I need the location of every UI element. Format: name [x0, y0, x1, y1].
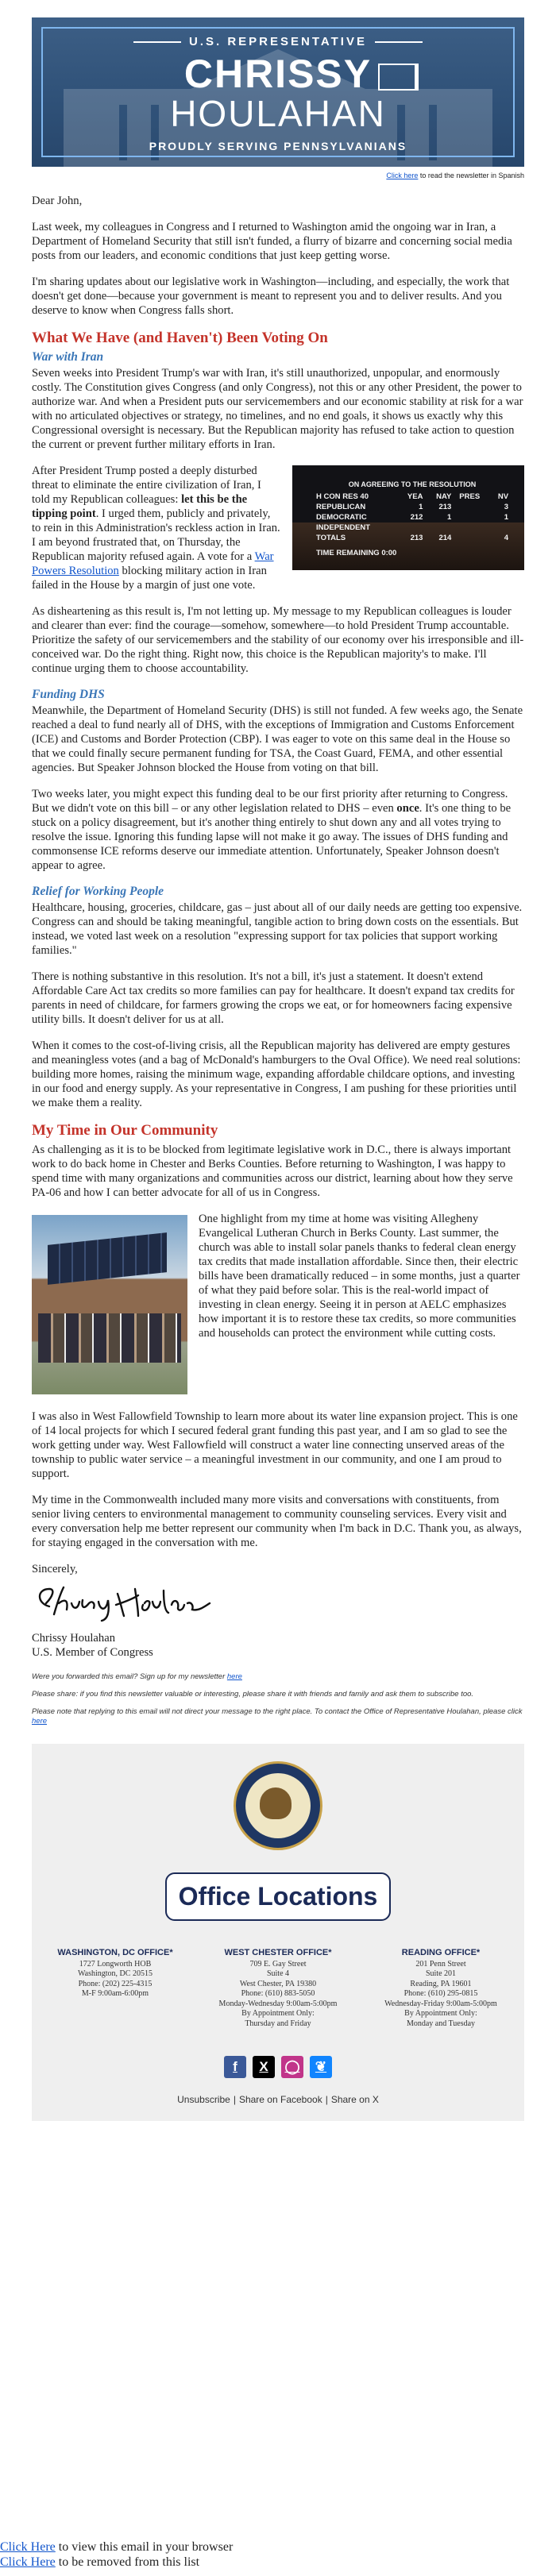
- office-washington: WASHINGTON, DC OFFICE* 1727 Longworth HOB Washington, DC 20515 Phone: (202) 225-4315 M-F 9:00am-6:00pm: [40, 1948, 191, 2029]
- eagle-icon: [260, 1787, 292, 1819]
- solar-panels-image: [48, 1232, 167, 1285]
- vote-board-row: [316, 512, 508, 523]
- vote-board-row: [316, 523, 508, 533]
- vote-board-col-nv: NV: [497, 492, 509, 501]
- vote-board: [316, 480, 508, 558]
- war-powers-resolution-link[interactable]: War Powers Resolution: [32, 550, 274, 577]
- vote-board-pres: [451, 502, 480, 512]
- remove-from-list-link[interactable]: Click Here: [0, 2555, 56, 2569]
- iran-p2-bold: let this be the tipping point: [32, 493, 248, 520]
- community-paragraph-4: My time in the Commonwealth included many more visits and conversations with constituents, from senior living centers to environmental management to community counseling services. Every visit and every conversation help me better represent our community when I'm back in D.C. Thank you, as always, for staying engaged in the conversation with me.: [32, 1494, 522, 1549]
- share-note: Please share: if you find this newsletter valuable or interesting, please share it with friends and family and ask them to subscribe too.: [32, 1690, 474, 1699]
- relief-paragraph-2: There is nothing substantive in this resolution. It's not a bill, it's just a statement. It doesn't extend Affordable Care Act tax credits so more families can pay for healthcare. It doesn't expand tax credits for parents in need of childcare, for farmers growing the crops we eat, or for homeowners facing expensive utility bills. It doesn't deliver for us at all.: [32, 970, 515, 1026]
- office-reading: READING OFFICE* 201 Penn Street Suite 201 Reading, PA 19601 Phone: (610) 295-0815 Wednesday-Friday 9:00am-5:00pm By Appointment Only: Monday and Tuesday: [365, 1948, 516, 2029]
- dhs-p2-text-b: . It's one thing to be stuck on a policy disagreement, but it's another thing entirely to shut down any and all votes trying to resolve the issue. Ignoring this funding lapse will not make it go away. The issues of DHS funding and commonsense ICE reforms deserve our immediate attention. Unfortunately, Speaker Johnson doesn't appear to agree.: [32, 802, 512, 872]
- vote-board-nv: 4: [504, 534, 509, 542]
- instagram-icon[interactable]: ◯: [281, 2056, 303, 2078]
- dhs-p2-text-a: Two weeks later, you might expect this funding deal to be our first priority after returning to Congress. But we didn't vote on this bill – or any other legislation related to DHS – even: [32, 788, 508, 815]
- share-facebook-link[interactable]: Share on Facebook: [238, 2094, 322, 2105]
- vote-board-title: ON AGREEING TO THE RESOLUTION: [348, 480, 477, 488]
- vote-board-nay: 213: [438, 503, 452, 511]
- vote-board-pres: [451, 523, 480, 533]
- vote-board-party: DEMOCRATIC: [316, 513, 367, 522]
- intro-paragraph-1: Last week, my colleagues in Congress and I returned to Washington amid the ongoing war in Iran, a Department of Homeland Security that still isn't funded, a flurry of bizarre and concerning social media posts from our leaders, and economic conditions that just keep getting worse.: [32, 221, 512, 262]
- office-west-chester: WEST CHESTER OFFICE* 709 E. Gay Street Suite 4 West Chester, PA 19380 Phone: (610) 883-5050 Monday-Wednesday 9:00am-5:00pm By Appointment Only: Thursday and Friday: [203, 1948, 353, 2029]
- vote-board-yea: 213: [410, 534, 423, 542]
- vote-board-col-yea: YEA: [407, 492, 423, 501]
- share-x-link[interactable]: Share on X: [330, 2094, 379, 2105]
- vote-board-nv: 1: [504, 513, 509, 522]
- church-solar-visit-photo: [32, 1215, 187, 1394]
- header-office-title: U.S. REPRESENTATIVE: [32, 35, 524, 48]
- bluesky-icon[interactable]: ❦: [310, 2056, 332, 2078]
- iran-paragraph-3: As disheartening as this result is, I'm not letting up. My message to my Republican colleagues is louder and clearer than ever: find the courage—somehow, somewhere—to hold President Trump accountable. Prioritize the safety of our servicemembers and the stability of our economy over his irresponsible and ill-conceived war. Do the right thing. Right now, this choice is the Republican majority's to make. I'll continue urging them to choose accountability.: [32, 605, 524, 675]
- relief-subsection-title: Relief for Working People: [32, 885, 164, 898]
- vote-board-nv: [480, 523, 508, 533]
- relief-paragraph-3: When it comes to the cost-of-living crisis, all the Republican majority has delivered are empty gestures and meaningless votes (and a bag of McDonald's hamburgers to the Oval Office). We need real solutions: building more homes, raising the minimum wage, expanding affordable childcare options, and investing in our food and energy supply. As your representative in Congress, I am pushing for these priorities until we make them a reality.: [32, 1039, 521, 1109]
- voting-section-title: What We Have (and Haven't) Been Voting On: [32, 330, 328, 346]
- community-paragraph-1: As challenging as it is to be blocked from legitimate legislative work in D.C., there is always important work to do back home in Chester and Berks Counties. Before returning to Washington, I was happy to spend time with many organizations and communities across our district, learning about how they serve PA-06 and how I can better advocate for all of us in Congress.: [32, 1143, 513, 1199]
- closing-sincerely: Sincerely,: [32, 1563, 78, 1575]
- vote-board-pres: [451, 533, 480, 543]
- facebook-icon[interactable]: f: [224, 2056, 246, 2078]
- vote-board-time-remaining: TIME REMAINING 0:00: [316, 549, 397, 557]
- x-icon[interactable]: X: [253, 2056, 275, 2078]
- iran-paragraph-1: Seven weeks into President Trump's war with Iran, it's still unauthorized, unpopular, and enormously costly. The Constitution gives Congress (and only Congress), not this or any other President, the power to authorize war. And when a President puts our servicemembers and our economic stability at risk for a war with no articulated objectives or strategy, no timelines, and no end goals, it shows us exactly why this Congressional oversight is necessary. But the Republican majority has refused to take action to question the current or prevent further military efforts in Iran.: [32, 367, 523, 451]
- greeting: Dear John,: [32, 195, 83, 207]
- vote-board-header-row: [316, 492, 508, 502]
- signer-name: Chrissy Houlahan: [32, 1632, 115, 1645]
- social-links: [32, 2056, 524, 2078]
- vote-board-yea: 212: [410, 513, 423, 522]
- vote-board-nv: 3: [504, 503, 509, 511]
- reply-note: Please note that replying to this email will not direct your message to the right place. To contact the Office of Representative Houlahan, please click here: [32, 1707, 523, 1726]
- newsletter-signup-link[interactable]: here: [226, 1672, 242, 1681]
- group-photo-people: [38, 1313, 181, 1363]
- signer-role: U.S. Member of Congress: [32, 1646, 153, 1659]
- dhs-paragraph-2: [32, 787, 524, 873]
- iran-p2-text-a: After President Trump posted a deeply disturbed threat to eliminate the entire civilization of Iran, I told my Republican colleagues:: [32, 465, 261, 506]
- house-vote-board-image: [292, 465, 524, 570]
- contact-office-link[interactable]: here: [32, 1717, 48, 1726]
- vote-board-yea: [395, 523, 423, 533]
- vote-board-party: REPUBLICAN: [316, 503, 366, 511]
- vote-board-row: [316, 533, 508, 543]
- dhs-p2-bold: once: [396, 802, 419, 815]
- header-last-name: HOULAHAN: [170, 93, 386, 134]
- vote-board-measure: H CON RES 40: [316, 492, 369, 501]
- vote-board-pres: [451, 512, 480, 523]
- pennsylvania-outline-icon: [378, 64, 419, 91]
- view-in-browser-link[interactable]: Click Here: [0, 2540, 56, 2554]
- office-locations-banner: Office Locations: [165, 1872, 391, 1921]
- vote-board-nay: 214: [438, 534, 452, 542]
- vote-board-nay: 1: [447, 513, 452, 522]
- forwarded-email-note: Were you forwarded this email? Sign up for my newsletter here: [32, 1672, 242, 1681]
- signature-block: [32, 1631, 524, 1660]
- office-name: WEST CHESTER OFFICE*: [224, 1948, 332, 1957]
- vote-board-col-pres: PRES: [459, 492, 481, 501]
- community-section-title: My Time in Our Community: [32, 1122, 218, 1139]
- office-name: READING OFFICE*: [401, 1948, 481, 1957]
- newsletter-container: [32, 17, 524, 2121]
- iran-p2-text-c: blocking military action in Iran failed in the House by a margin of just one vote.: [32, 565, 267, 592]
- spanish-version-link[interactable]: Click here: [386, 172, 419, 179]
- community-paragraph-3: I was also in West Fallowfield Township to learn more about its water line expansion project. This is one of 14 local projects for which I secured federal grant funding this past year, and I am so glad to see the work getting under way. West Fallowfield will construct a water line connecting unserved areas of the township to public water service – a meaningful investment in our community, and one I am proud to support.: [32, 1410, 518, 1480]
- iran-p2-text-b: . I urged them, publicly and privately, to rein in this Administration's reckless action in Iran. I am beyond frustrated that, on Thursday, the Republican majority refused again. A vote for a: [32, 507, 280, 563]
- iran-subsection-title: War with Iran: [32, 350, 104, 364]
- intro-paragraph-2: I'm sharing updates about our legislative work in Washington—including, and especially, the work that doesn't get done—because your government is meant to represent you and to deliver results. And you deserve to know when Congress falls short.: [32, 276, 510, 317]
- iran-vote-block: [32, 464, 524, 592]
- dhs-paragraph-1: Meanwhile, the Department of Homeland Security (DHS) is still not funded. A few weeks ago, the Senate reached a deal to fund nearly all of DHS, with the exceptions of Immigration and Customs Enforcement (ICE) and Customs and Border Protection (CBP). I was eager to vote on this same deal in the House so that we could finally secure permanent funding for TSA, the Coast Guard, FEMA, and other essential agencies. But Speaker Johnson blocked the House from voting on that bill.: [32, 704, 523, 774]
- vote-board-col-nay: NAY: [436, 492, 452, 501]
- vote-board-party: INDEPENDENT: [316, 523, 371, 532]
- vote-board-party: TOTALS: [316, 534, 346, 542]
- header-first-name: CHRISSY: [183, 52, 373, 96]
- office-name: WASHINGTON, DC OFFICE*: [57, 1948, 173, 1957]
- footer-links: Unsubscribe | Share on Facebook | Share on X: [177, 2094, 379, 2105]
- header-tagline: PROUDLY SERVING PENNSYLVANIANS: [149, 140, 407, 152]
- community-paragraph-2: One highlight from my time at home was visiting Allegheny Evangelical Lutheran Church in Berks County. Last summer, the church was able to install solar panels thanks to federal clean energy tax credits that made installation affordable. Since then, their electric bills have been dramatically reduced – in some months, just a quarter of what they paid before solar. This is the real-world impact of investing in clean energy. Seeing it in person at AELC emphasizes how important it is to restore these tax credits, so more communities and households can protect the environment while cutting costs.: [199, 1213, 520, 1340]
- newsletter-header-banner: [32, 17, 524, 167]
- unsubscribe-link[interactable]: Unsubscribe: [177, 2094, 230, 2105]
- dhs-subsection-title: Funding DHS: [32, 688, 105, 701]
- office-list: [40, 1948, 516, 2029]
- bottom-links: Click Here to view this email in your browser Click Here to be removed from this list: [0, 2540, 234, 2569]
- vote-board-row: [316, 502, 508, 512]
- congress-seal-logo: [234, 1761, 322, 1850]
- relief-paragraph-1: Healthcare, housing, groceries, childcare, gas – just about all of our daily needs are getting too expensive. Congress can and should be taking meaningful, tangible action to bring down costs on the essentials. But instead, we voted last week on a resolution "expressing support for tax policies that support working families.": [32, 901, 523, 957]
- vote-board-yea: 1: [419, 503, 423, 511]
- handwritten-signature: [32, 1579, 222, 1624]
- spanish-version-notice: Click here to read the newsletter in Spanish: [386, 172, 524, 179]
- church-visit-block: [32, 1212, 524, 1398]
- vote-board-nay: [423, 523, 451, 533]
- footer: [32, 1744, 524, 2121]
